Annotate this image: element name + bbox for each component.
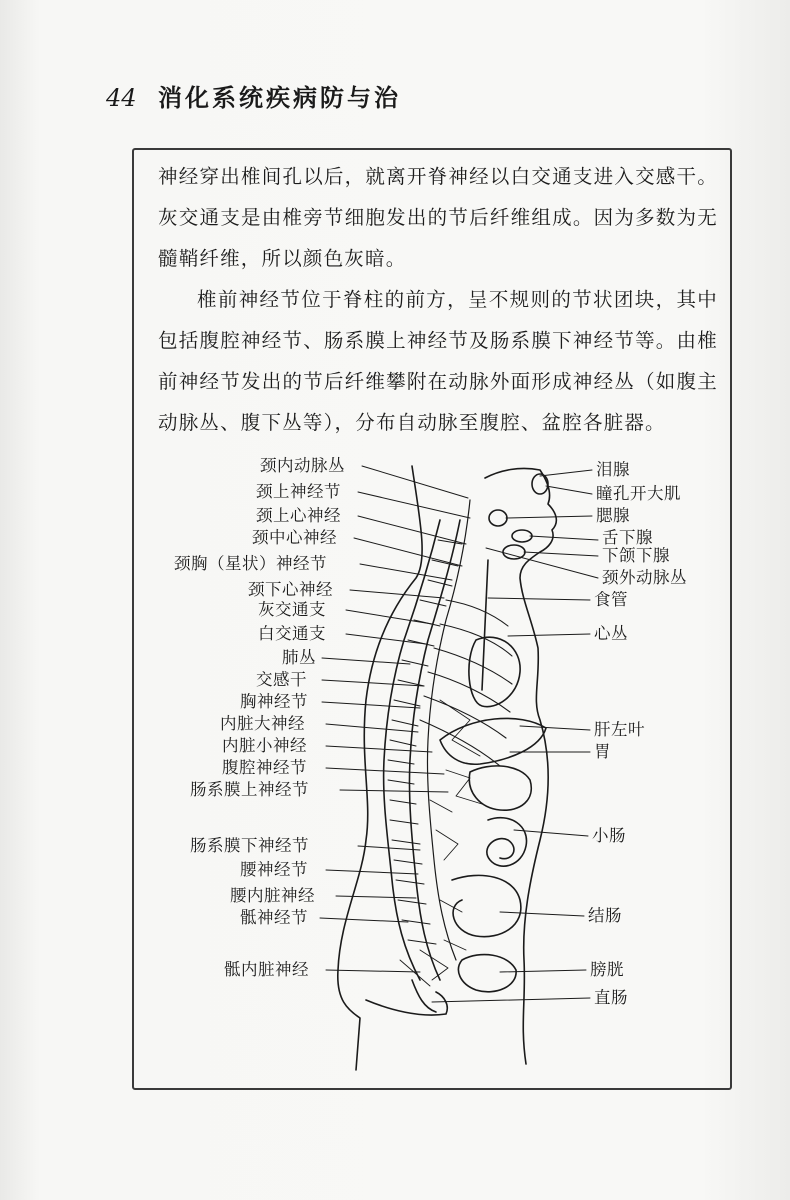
sublingual-organ [512,530,532,542]
label-parotid-gland: 腮腺 [596,506,630,525]
label-lumbar-splanchnic-nerve: 腰内脏神经 [230,886,315,905]
label-inferior-cervical-cardiac-nerve: 颈下心神经 [248,580,333,599]
label-dilator-pupillae: 瞳孔开大肌 [596,484,681,503]
label-superior-cervical-cardiac-nerve: 颈上心神经 [256,506,341,525]
colon [452,875,521,936]
chapter-title: 消化系统疾病防与治 [158,84,401,112]
label-bladder: 膀胱 [590,960,624,979]
label-superior-mesenteric-ganglion: 肠系膜上神经节 [190,780,309,799]
label-sacral-splanchnic-nerve: 骶内脏神经 [224,960,309,979]
label-gray-rami: 灰交通支 [258,600,326,619]
label-external-carotid-plexus: 颈外动脉丛 [602,568,687,587]
parotid-organ [489,510,507,526]
eye-organ [532,474,548,494]
label-celiac-ganglion: 腹腔神经节 [222,758,307,777]
label-submandibular-gland: 下颌下腺 [602,546,670,565]
label-esophagus: 食管 [594,590,628,609]
label-left-liver-lobe: 肝左叶 [594,720,645,739]
rectum [412,980,436,1012]
small-intestine [487,818,527,866]
paragraph-1: 神经穿出椎间孔以后，就离开脊神经以白交通支进入交感干。灰交通支是由椎旁节细胞发出的节后纤维组成。因为多数为无髓鞘纤维，所以颜色灰暗。 [158,165,718,270]
paragraph-2: 椎前神经节位于脊柱的前方，呈不规则的节状团块，其中包括腹腔神经节、肠系膜上神经节及肠系膜下神经节等。由椎前神经节发出的节后纤维攀附在动脉外面形成神经丛（如腹主动脉丛、腹下丛等），分布自动脉至腹腔、盆腔各脏器。 [158,288,718,434]
label-superior-cervical-ganglion: 颈上神经节 [256,482,341,501]
label-sympathetic-trunk: 交感干 [256,670,307,689]
label-rectum: 直肠 [594,988,628,1007]
label-white-rami: 白交通支 [258,624,326,643]
label-small-intestine: 小肠 [592,826,626,845]
label-greater-splanchnic-nerve: 内脏大神经 [220,714,305,733]
submandibular-organ [503,545,525,559]
page-number: 44 [106,84,137,112]
label-cardiac-plexus: 心丛 [594,624,628,643]
right-leader-lines [432,470,598,1002]
label-middle-cervical-cardiac-nerve: 颈中心神经 [252,528,337,547]
label-lacrimal-gland: 泪腺 [596,460,630,479]
stomach [469,766,531,810]
label-sublingual-gland: 舌下腺 [602,528,653,547]
heart [469,637,520,706]
label-colon: 结肠 [588,906,622,925]
label-pulmonary-plexus: 肺丛 [282,648,316,667]
label-lesser-splanchnic-nerve: 内脏小神经 [222,736,307,755]
liver [440,718,546,764]
label-inferior-mesenteric-ganglion: 肠系膜下神经节 [190,836,309,855]
label-thoracic-ganglia: 胸神经节 [240,692,308,711]
label-sacral-ganglia: 骶神经节 [240,908,308,927]
bladder [458,955,516,992]
label-lumbar-ganglia: 腰神经节 [240,860,308,879]
label-stomach: 胃 [594,742,611,761]
label-internal-carotid-plexus: 颈内动脉丛 [260,456,345,475]
esophagus [482,560,488,690]
label-cervicothoracic-ganglion: 颈胸（星状）神经节 [174,554,327,573]
